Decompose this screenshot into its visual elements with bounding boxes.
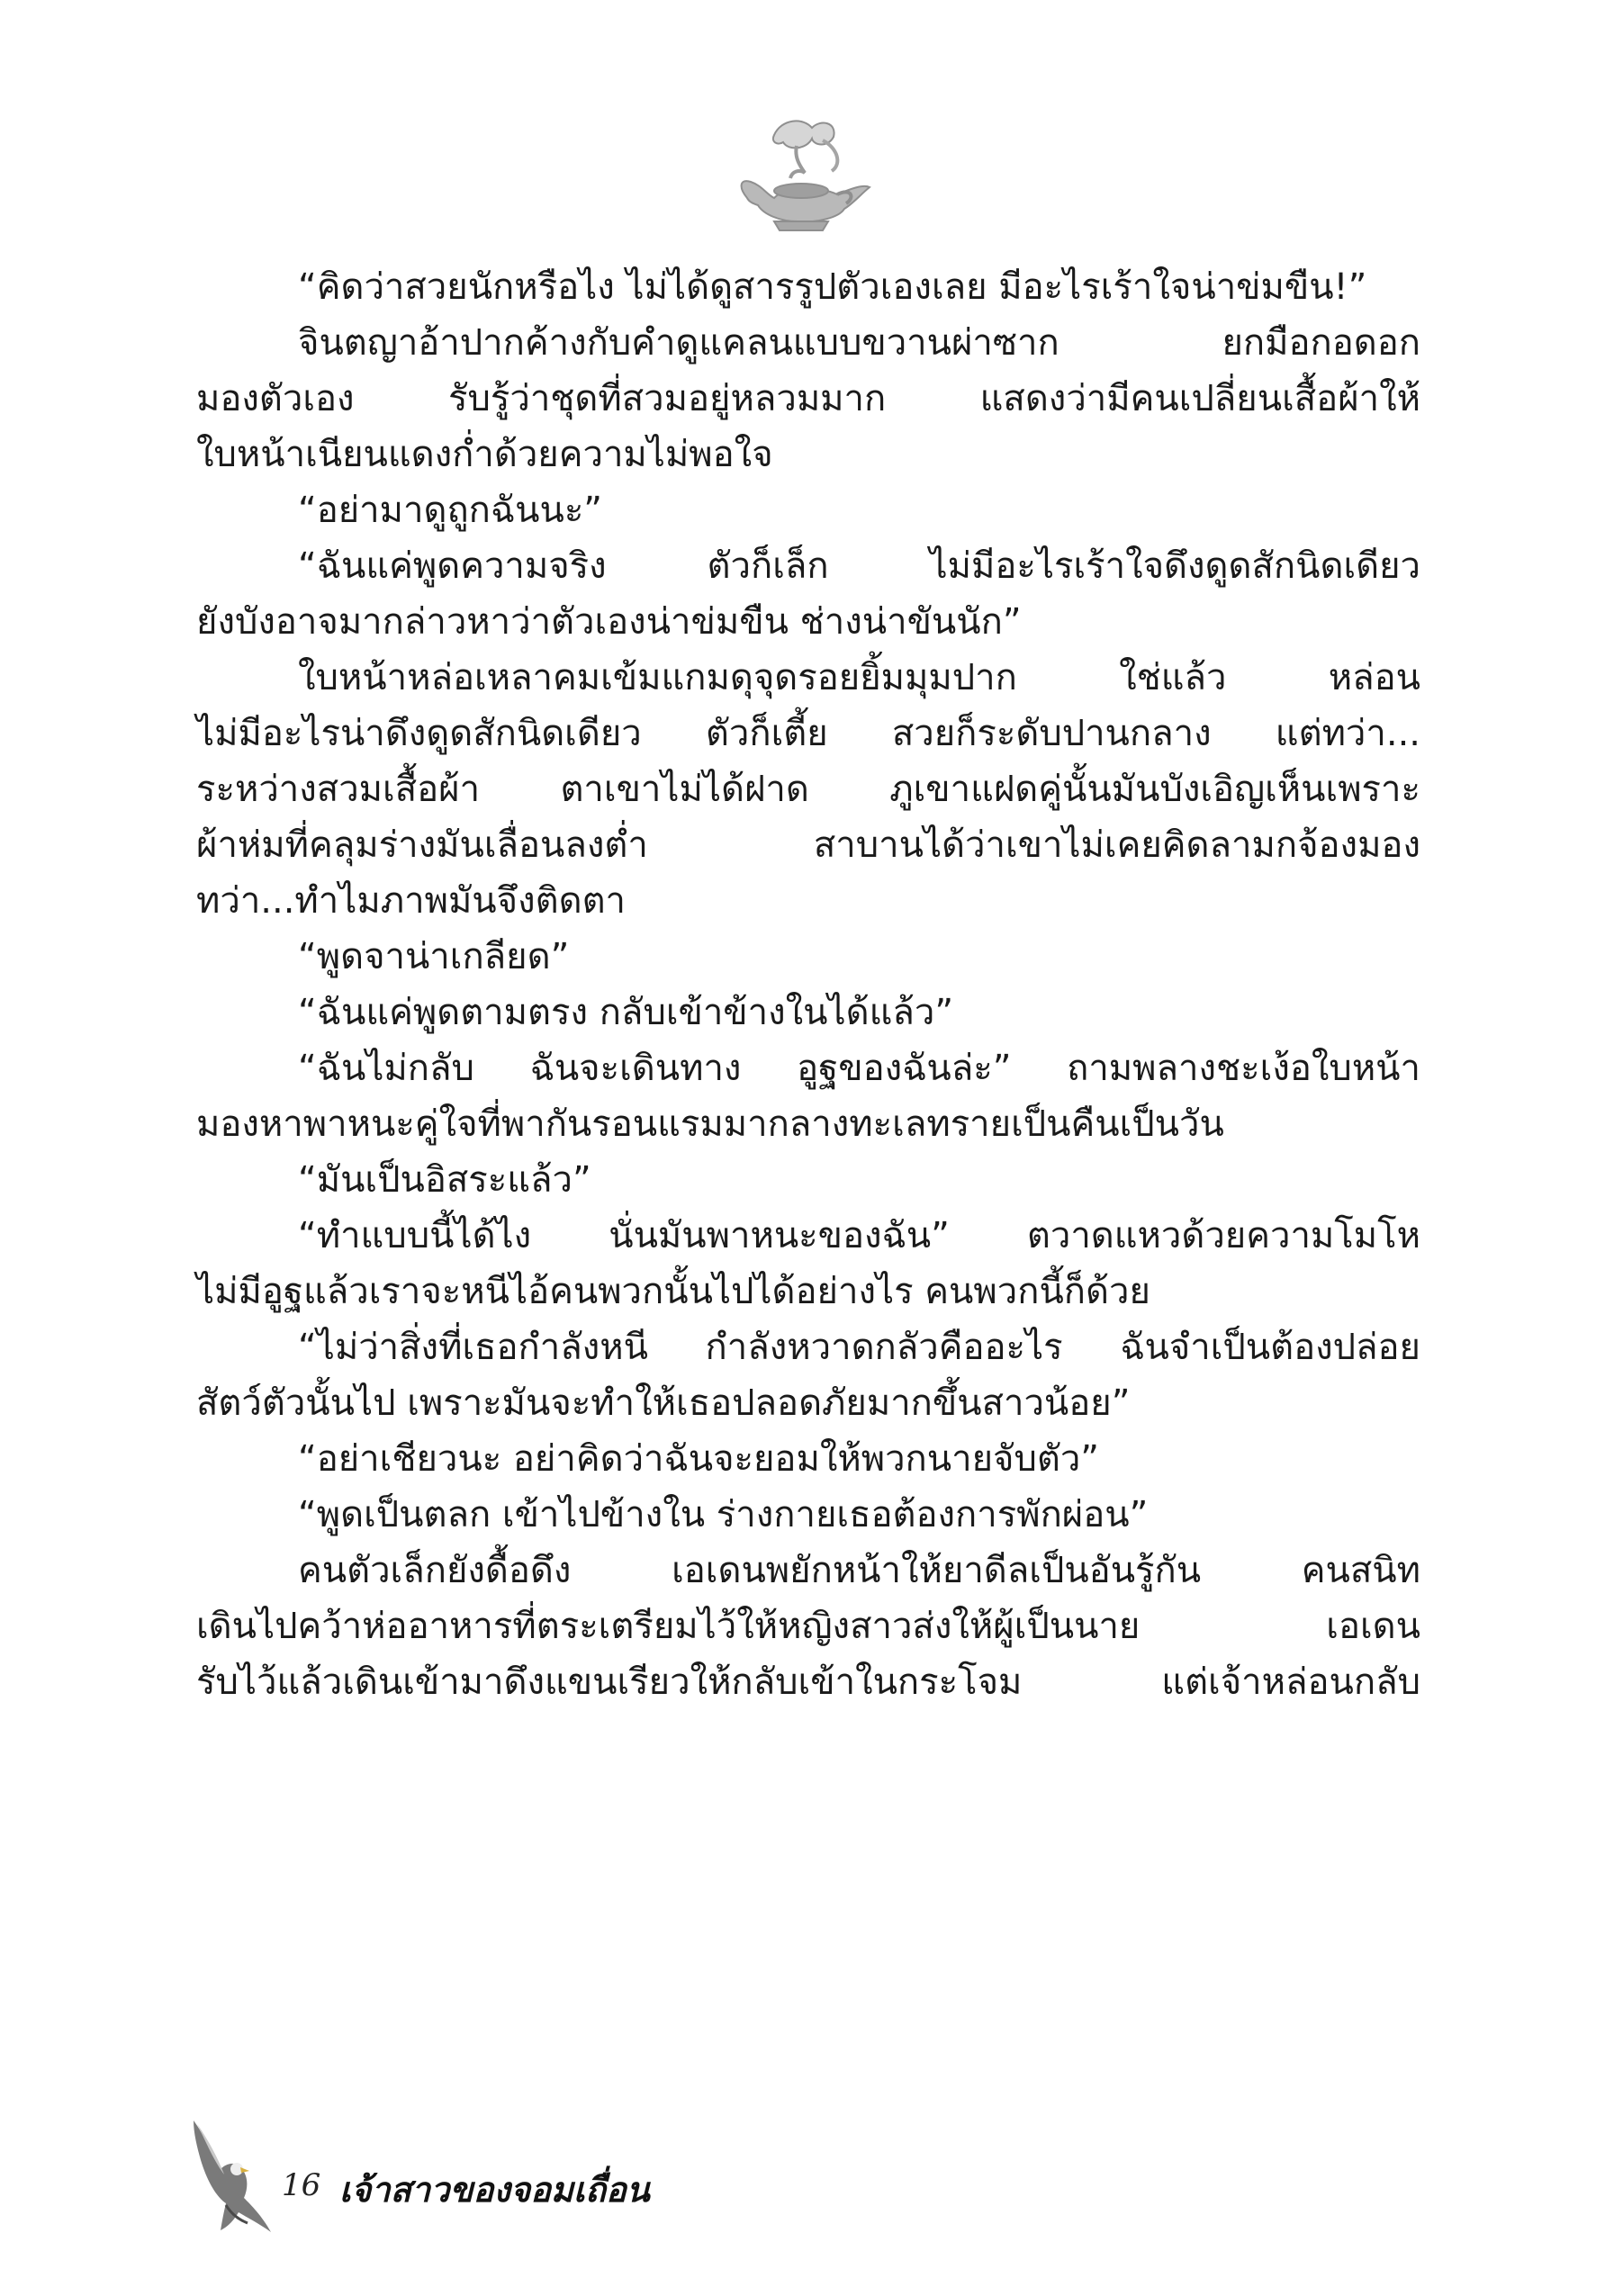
page-footer xyxy=(185,2115,725,2241)
text-line: ระหว่างสวมเสื้อผ้า ตาเขาไม่ได้ฝาด ภูเขาแฝดคู่นั้นมันบังเอิญเห็นเพราะ xyxy=(196,769,1420,810)
text-line: “มันเป็นอิสระแล้ว” xyxy=(298,1159,591,1201)
text-line: รับไว้แล้วเดินเข้ามาดึงแขนเรียวให้กลับเข้าในกระโจม แต่เจ้าหล่อนกลับ xyxy=(196,1661,1420,1703)
text-line: “พูดจาน่าเกลียด” xyxy=(298,936,570,977)
text-line: “อย่าเชียวนะ อย่าคิดว่าฉันจะยอมให้พวกนายจับตัว” xyxy=(298,1438,1099,1480)
text-line: ใบหน้าเนียนแดงก่ำด้วยความไม่พอใจ xyxy=(196,434,773,475)
text-line: ไม่มีอูฐแล้วเราจะหนีไอ้คนพวกนั้นไปได้อย่างไร คนพวกนี้ก็ด้วย xyxy=(196,1271,1150,1312)
text-line: จินตญาอ้าปากค้างกับคำดูแคลนแบบขวานผ่าซาก ยกมือกอดอก xyxy=(298,322,1420,364)
eagle-icon xyxy=(185,2115,293,2241)
page-number: 16 xyxy=(282,2167,321,2203)
text-line: ใบหน้าหล่อเหลาคมเข้มแกมดุจุดรอยยิ้มมุมปาก ใช่แล้ว หล่อน xyxy=(298,657,1420,698)
text-line: มองตัวเอง รับรู้ว่าชุดที่สวมอยู่หลวมมาก แสดงว่ามีคนเปลี่ยนเสื้อผ้าให้ xyxy=(196,378,1420,419)
text-line: “ฉันไม่กลับ ฉันจะเดินทาง อูฐของฉันล่ะ” ถามพลางชะเง้อใบหน้า xyxy=(298,1048,1420,1089)
text-line: “คิดว่าสวยนักหรือไง ไม่ได้ดูสารรูปตัวเองเลย มีอะไรเร้าใจน่าข่มขืน!” xyxy=(298,266,1367,308)
text-line: เดินไปคว้าห่ออาหารที่ตระเตรียมไว้ให้หญิงสาวส่งให้ผู้เป็นนาย เอเดน xyxy=(196,1606,1420,1647)
book-title: เจ้าสาวของจอมเถื่อน xyxy=(339,2169,650,2210)
text-line: สัตว์ตัวนั้นไป เพราะมันจะทำให้เธอปลอดภัยมากขึ้นสาวน้อย” xyxy=(196,1382,1131,1424)
text-line: “ฉันแค่พูดความจริง ตัวก็เล็ก ไม่มีอะไรเร้าใจดึงดูดสักนิดเดียว xyxy=(298,545,1420,587)
text-line: “ฉันแค่พูดตามตรง กลับเข้าข้างในได้แล้ว” xyxy=(298,992,954,1033)
text-line: ยังบังอาจมากล่าวหาว่าตัวเองน่าข่มขืน ช่างน่าขันนัก” xyxy=(196,601,1022,643)
text-line: ผ้าห่มที่คลุมร่างมันเลื่อนลงต่ำ สาบานได้ว่าเขาไม่เคยคิดลามกจ้องมอง xyxy=(196,824,1420,866)
text-line: “อย่ามาดูถูกฉันนะ” xyxy=(298,490,603,531)
text-line: “พูดเป็นตลก เข้าไปข้างใน ร่างกายเธอต้องการพักผ่อน” xyxy=(298,1494,1149,1535)
text-line: “ไม่ว่าสิ่งที่เธอกำลังหนี กำลังหวาดกลัวคืออะไร ฉันจำเป็นต้องปล่อย xyxy=(298,1327,1420,1368)
text-line: ไม่มีอะไรน่าดึงดูดสักนิดเดียว ตัวก็เตี้ย สวยก็ระดับปานกลาง แต่ทว่า... xyxy=(196,713,1420,754)
text-line: คนตัวเล็กยังดื้อดึง เอเดนพยักหน้าให้ยาดีลเป็นอันรู้กัน คนสนิท xyxy=(298,1550,1420,1591)
genie-lamp-ornament-icon xyxy=(711,115,891,237)
text-line: “ทำแบบนี้ได้ไง นั่นมันพาหนะของฉัน” ตวาดแหวด้วยความโมโห xyxy=(298,1215,1420,1256)
text-line: มองหาพาหนะคู่ใจที่พากันรอนแรมมากลางทะเลทรายเป็นคืนเป็นวัน xyxy=(196,1103,1224,1145)
text-line: ทว่า...ทำไมภาพมันจึงติดตา xyxy=(196,880,627,922)
